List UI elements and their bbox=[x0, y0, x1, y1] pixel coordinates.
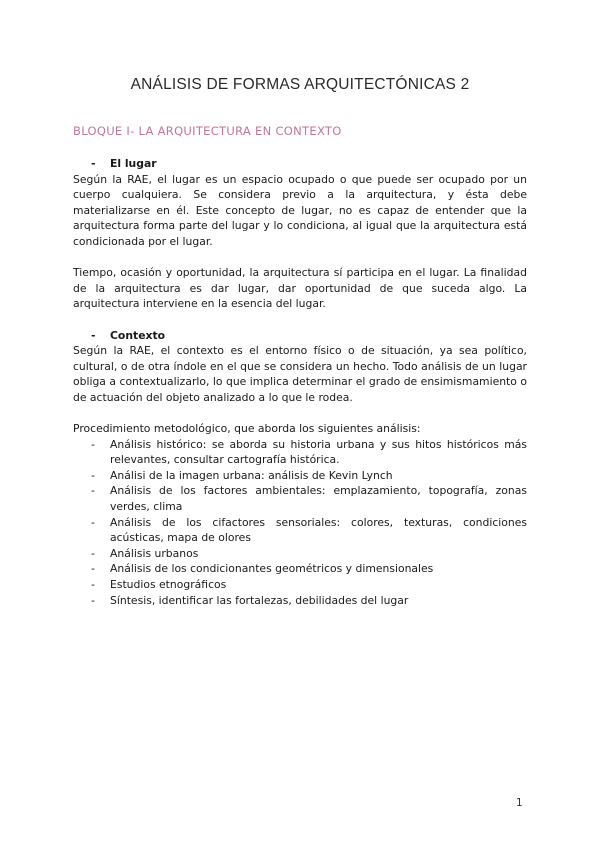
bullet-dash: - bbox=[91, 562, 95, 576]
subheading-contexto bbox=[91, 328, 527, 344]
paragraph: Tiempo, ocasión y oportunidad, la arquitectura sí participa en el lugar. La finalidad de la arquitectura es dar lugar, dar oportunidad de que suceda algo. La arquitectura interviene en la esencia del lugar. bbox=[73, 266, 527, 311]
list-item: - Análisis de los factores ambientales: emplazamiento, topografía, zonas verdes, clima bbox=[73, 483, 527, 514]
bullet-dash: - bbox=[91, 328, 96, 342]
list-item: - Análisis histórico: se aborda su historia urbana y sus hitos históricos más relevantes, consultar cartografía histórica. bbox=[73, 437, 527, 468]
list-item: - Análisi de la imagen urbana: análisis de Kevin Lynch bbox=[73, 468, 527, 484]
bullet-dash: - bbox=[91, 437, 95, 451]
document-body bbox=[73, 156, 527, 608]
subheading-el-lugar bbox=[91, 156, 527, 172]
bullet-dash: - bbox=[91, 593, 95, 607]
list-item: - Análisis de los condicionantes geométricos y dimensionales bbox=[73, 561, 527, 577]
list-item: - Análisis de los cifactores sensoriales: colores, texturas, condiciones acústicas, mapa de olores bbox=[73, 515, 527, 546]
paragraph: Según la RAE, el lugar es un espacio ocupado o que puede ser ocupado por un cuerpo cualquiera. Se considera previo a la arquitectura, y ésta debe materializarse en él. Este concepto de lugar, no es capaz de entender que la arquitectura forma parte del lugar y lo condiciona, al igual que la arquitectura está condicionada por el lugar. bbox=[73, 172, 527, 248]
list-item: - Análisis urbanos bbox=[73, 546, 527, 562]
list-item: - Estudios etnográficos bbox=[73, 577, 527, 593]
bullet-dash: - bbox=[91, 157, 96, 170]
bullet-dash: - bbox=[91, 546, 95, 560]
bullet-dash: - bbox=[91, 484, 95, 498]
page-number: 1 bbox=[516, 797, 523, 809]
list-item: - Síntesis, identificar las fortalezas, debilidades del lugar bbox=[73, 593, 527, 609]
paragraph: Según la RAE, el contexto es el entorno físico o de situación, ya sea político, cultural, o de otra índole en el que se considera un hecho. Todo análisis de un lugar obliga a contextualizarlo, lo que implica determinar el grado de ensimismamiento o de actuación del objeto analizado a lo que le rodea. bbox=[73, 344, 527, 404]
document-title: ANÁLISIS DE FORMAS ARQUITECTÓNICAS 2 bbox=[130, 76, 470, 93]
subheading-label: El lugar bbox=[110, 157, 157, 170]
procedure-intro: Procedimiento metodológico, que aborda los siguientes análisis: bbox=[73, 422, 421, 436]
analysis-list bbox=[73, 437, 527, 609]
section-heading: BLOQUE I- LA ARQUITECTURA EN CONTEXTO bbox=[73, 124, 342, 138]
bullet-dash: - bbox=[91, 515, 95, 529]
subheading-label: Contexto bbox=[110, 328, 166, 342]
bullet-dash: - bbox=[91, 468, 95, 482]
bullet-dash: - bbox=[91, 578, 95, 592]
